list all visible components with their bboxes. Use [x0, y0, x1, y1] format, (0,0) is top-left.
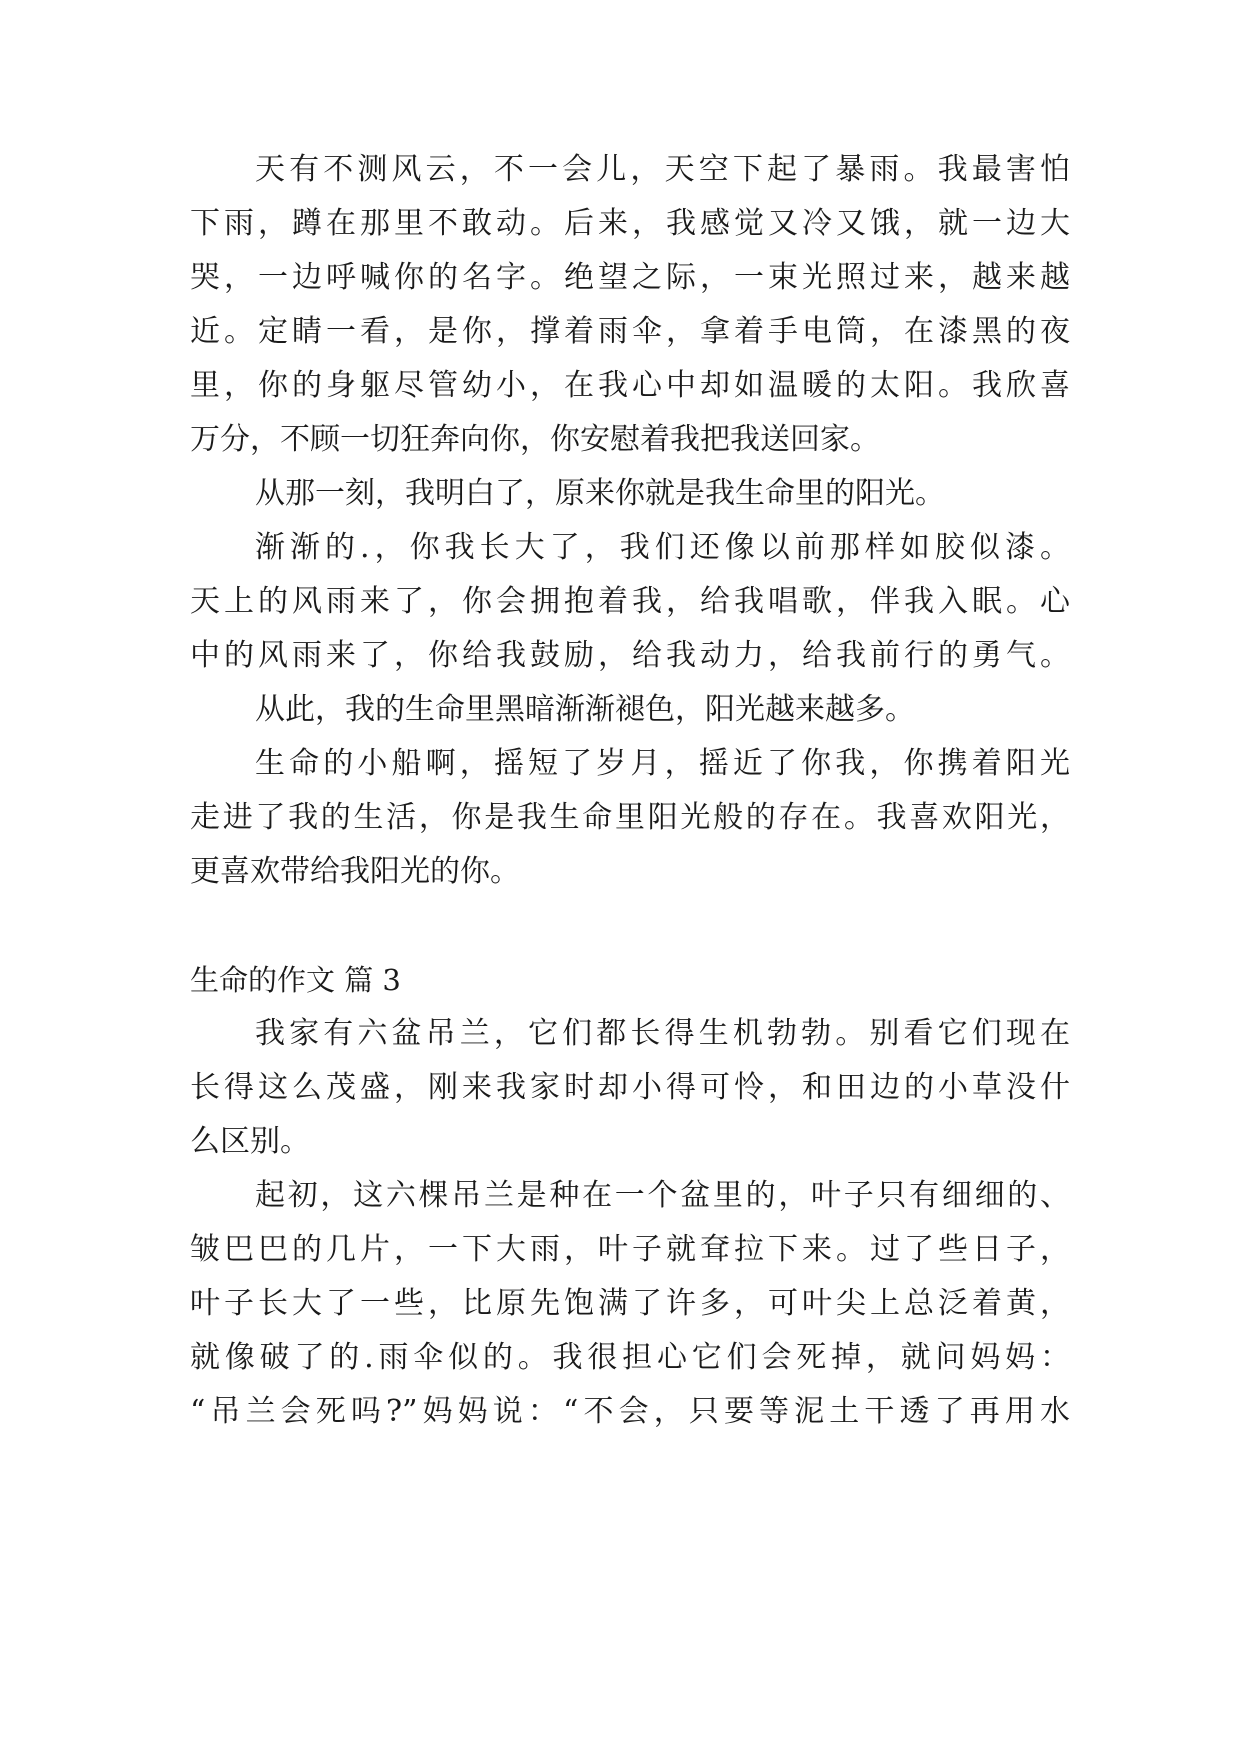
section-heading: 生命的作文 篇 3 — [190, 963, 401, 997]
text-line: 中的风雨来了，你给我鼓励，给我动力，给我前行的勇气。 — [190, 638, 1070, 673]
text-line: 渐渐的.，你我长大了，我们还像以前那样如胶似漆。 — [255, 530, 1070, 565]
text-line: 我家有六盆吊兰，它们都长得生机勃勃。别看它们现在 — [255, 1016, 1070, 1051]
text-line: 天上的风雨来了，你会拥抱着我，给我唱歌，伴我入眠。心 — [190, 584, 1070, 619]
text-line: 哭，一边呼喊你的名字。绝望之际，一束光照过来，越来越 — [190, 260, 1070, 295]
text-line: 从那一刻，我明白了，原来你就是我生命里的阳光。 — [255, 476, 945, 511]
text-line: 里，你的身躯尽管幼小，在我心中却如温暖的太阳。我欣喜 — [190, 368, 1070, 403]
text-line: 起初，这六棵吊兰是种在一个盆里的，叶子只有细细的、 — [255, 1178, 1070, 1213]
text-line: 从此，我的生命里黑暗渐渐褪色，阳光越来越多。 — [255, 692, 915, 727]
text-line: 生命的小船啊，摇短了岁月，摇近了你我，你携着阳光 — [255, 746, 1070, 781]
text-line: 就像破了的.雨伞似的。我很担心它们会死掉，就问妈妈： — [190, 1340, 1070, 1375]
text-line: 万分，不顾一切狂奔向你，你安慰着我把我送回家。 — [190, 422, 880, 457]
text-line: 走进了我的生活，你是我生命里阳光般的存在。我喜欢阳光， — [190, 800, 1070, 835]
text-line: 近。定睛一看，是你，撑着雨伞，拿着手电筒，在漆黑的夜 — [190, 314, 1070, 349]
text-line: 皱巴巴的几片，一下大雨，叶子就耷拉下来。过了些日子， — [190, 1232, 1070, 1267]
text-line: 么区别。 — [190, 1124, 310, 1159]
text-line: 天有不测风云，不一会儿，天空下起了暴雨。我最害怕 — [255, 152, 1070, 187]
text-line: 叶子长大了一些，比原先饱满了许多，可叶尖上总泛着黄， — [190, 1286, 1070, 1321]
text-line: 长得这么茂盛，刚来我家时却小得可怜，和田边的小草没什 — [190, 1070, 1070, 1105]
text-line: 下雨，蹲在那里不敢动。后来，我感觉又冷又饿，就一边大 — [190, 206, 1070, 241]
text-line: “吊兰会死吗?”妈妈说：“不会，只要等泥土干透了再用水 — [190, 1394, 1070, 1429]
text-line: 更喜欢带给我阳光的你。 — [190, 854, 520, 889]
